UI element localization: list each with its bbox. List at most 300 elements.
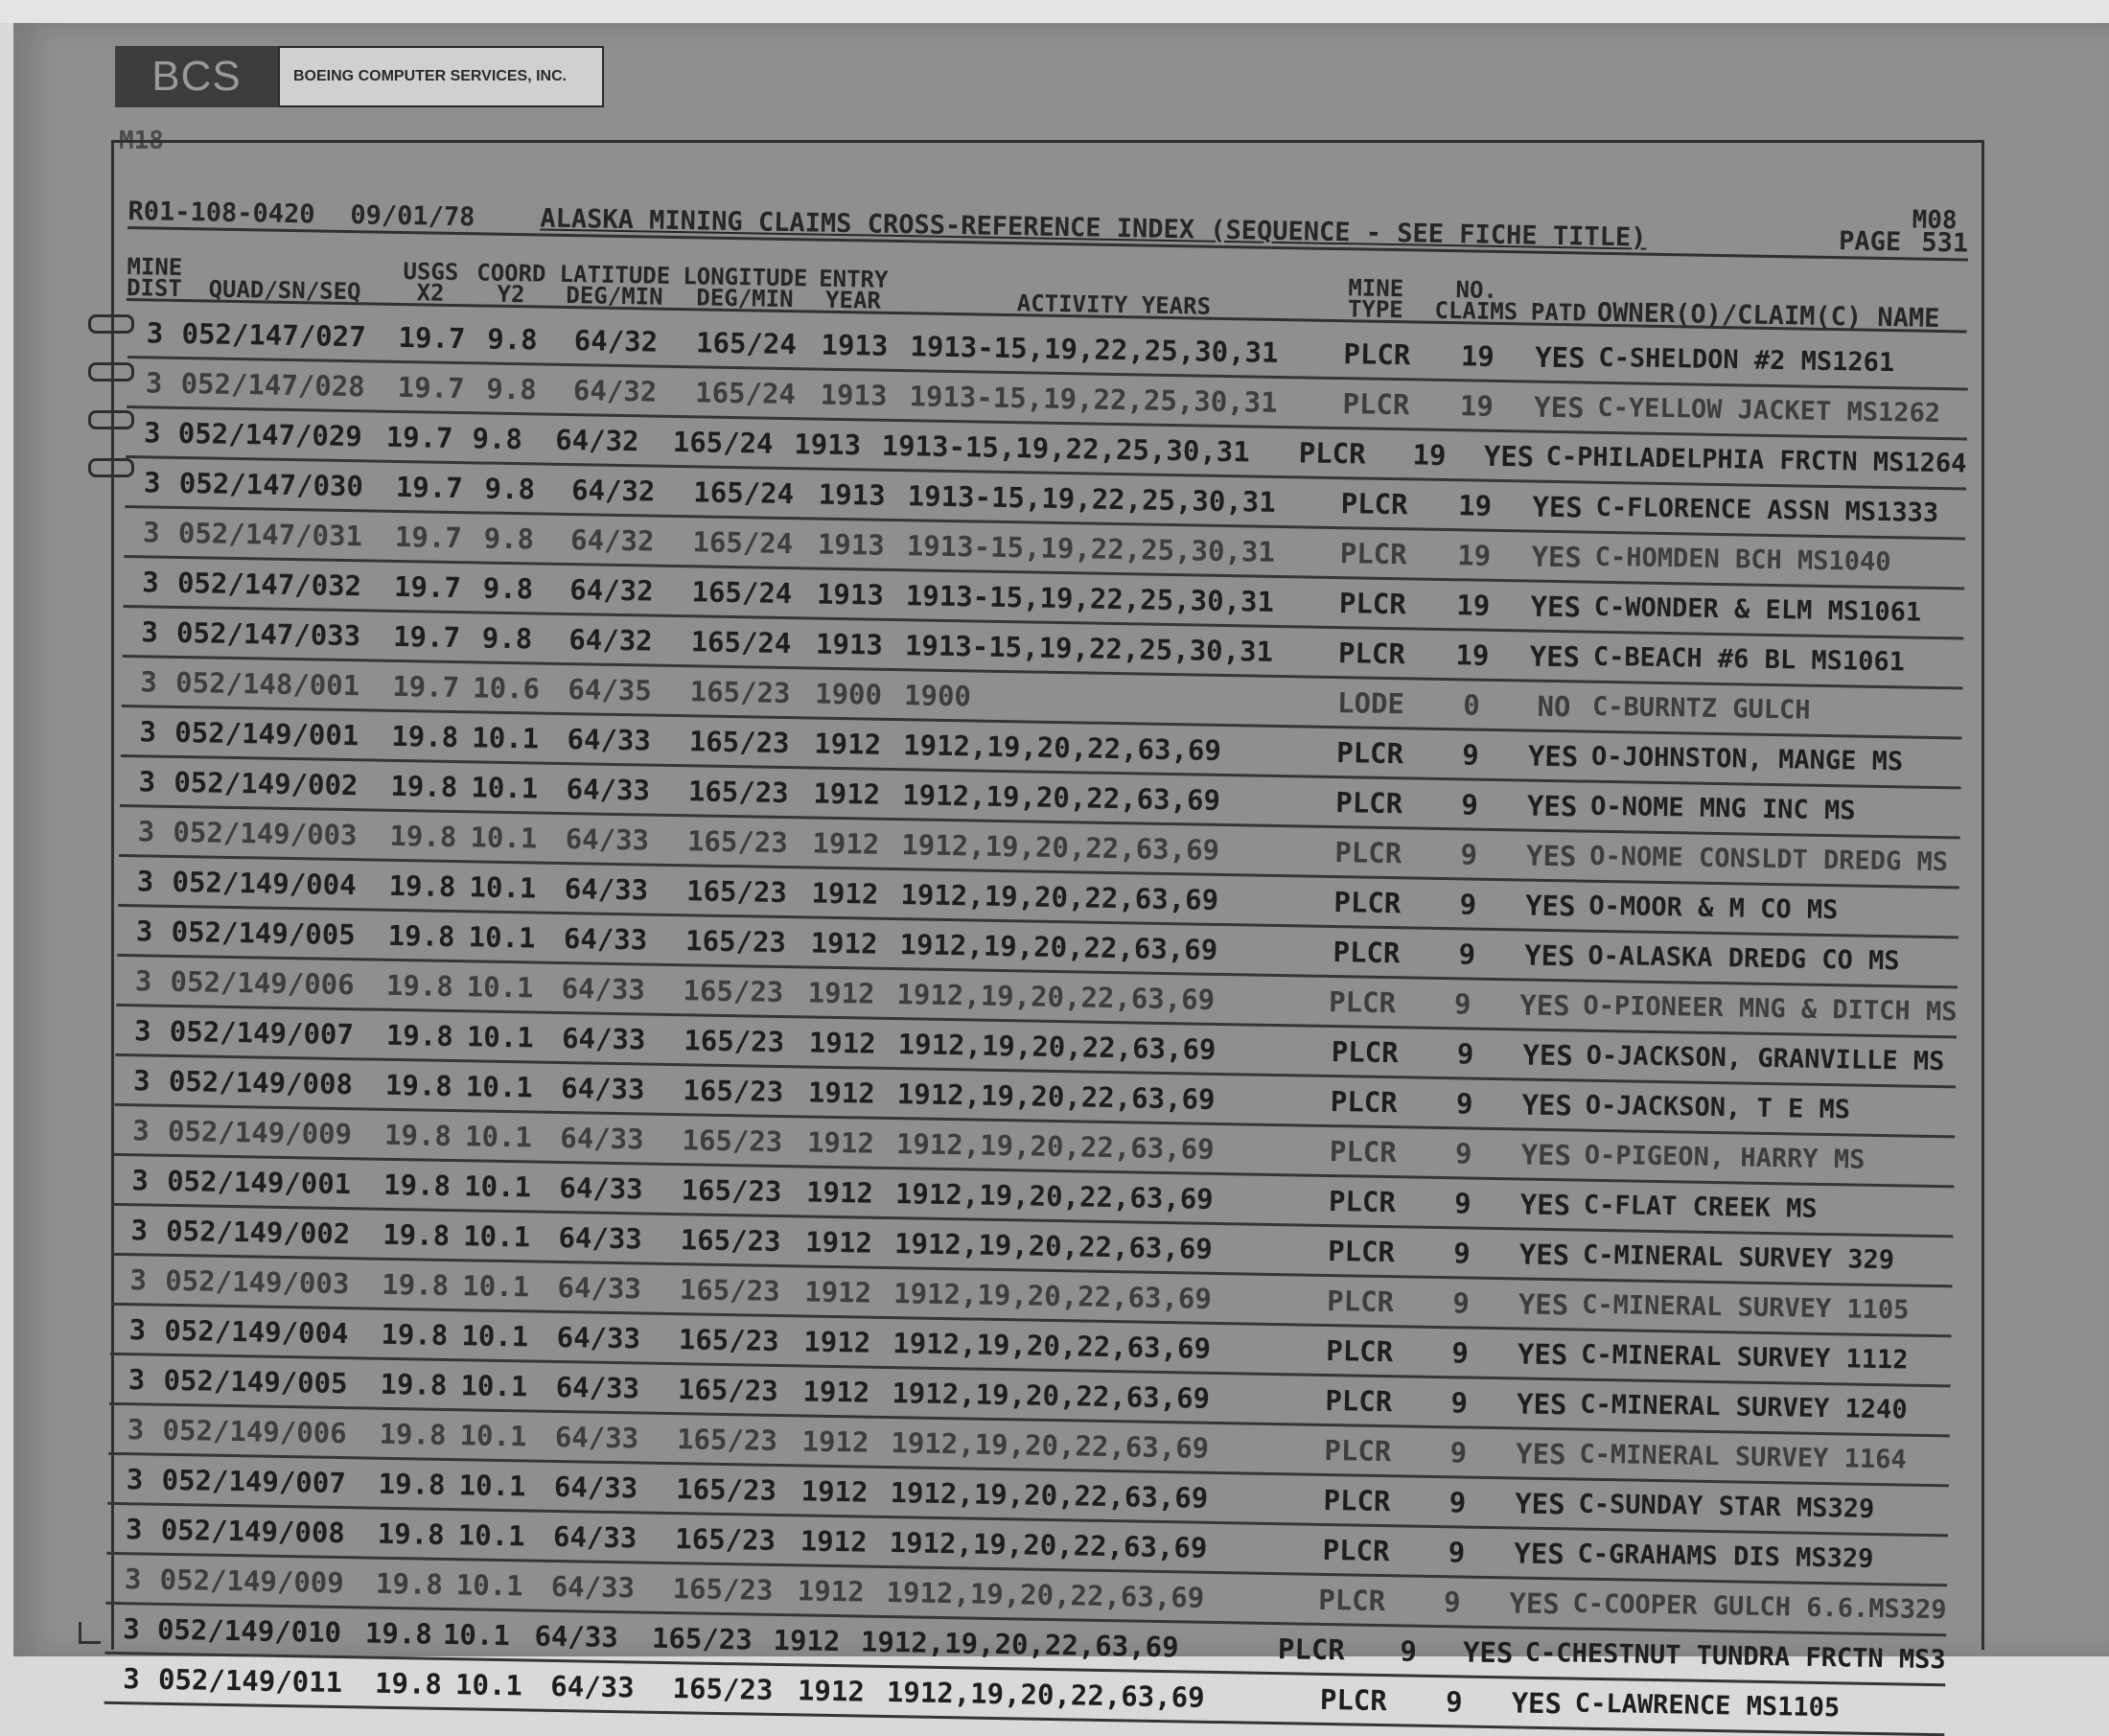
cell-patented: YES [1483,439,1535,474]
cell-latitude: 64/33 [553,1470,638,1504]
cell-patented: YES [1509,1586,1561,1620]
cell-owner-claim-name: C-COOPER GULCH 6.6.MS329 [1572,1588,1947,1626]
cell-mine-type: PLCR [1335,735,1404,770]
cell-patented: YES [1527,739,1579,773]
cell-quad: 052/149/001 [174,715,359,752]
page-label: PAGE [1838,226,1902,258]
cell-usgs-x: 19.7 [395,470,464,504]
cell-activity-years: 1913-15,19,22,25,30,31 [906,528,1276,568]
cell-no-claims: 9 [1448,1485,1467,1519]
cell-patented: YES [1532,490,1584,524]
cell-usgs-x: 19.8 [382,1267,450,1302]
cell-no-claims: 19 [1459,388,1495,423]
cell-entry-year: 1900 [814,677,883,711]
cell-patented: YES [1522,1038,1574,1072]
cell-coord-y: 10.1 [466,969,534,1004]
scan-border [0,0,2109,23]
cell-latitude: 64/33 [566,772,651,807]
cell-mine-dist: 3 [142,515,160,549]
cell-latitude: 64/33 [565,822,650,857]
cell-patented: YES [1525,839,1577,872]
cell-coord-y: 10.1 [466,1019,535,1053]
cell-entry-year: 1912 [812,826,880,861]
frame-code: M18 [119,127,164,155]
cell-latitude: 64/33 [550,1669,635,1703]
cell-quad: 052/147/027 [181,316,366,353]
cell-quad: 052/149/010 [156,1612,342,1649]
cell-owner-claim-name: O-PIONEER MNG & DITCH MS [1583,990,1958,1028]
cell-mine-type: PLCR [1323,1483,1391,1517]
cell-quad: 052/149/006 [162,1413,347,1449]
col-coord-y: COORD Y2 [476,259,546,309]
cell-longitude: 165/23 [685,873,788,909]
report-date: 09/01/78 [350,200,475,233]
cell-mine-type: PLCR [1343,336,1411,371]
cell-mine-type: PLCR [1277,1632,1346,1666]
cell-longitude: 165/23 [682,1123,783,1158]
cell-owner-claim-name: O-ALASKA DREDG CO MS [1588,940,1900,977]
cell-owner-claim-name: C-MINERAL SURVEY 329 [1582,1239,1895,1276]
cell-mine-type: PLCR [1317,1583,1386,1617]
cell-owner-claim-name: C-CHESTNUT TUNDRA FRCTN MS3 [1524,1637,1946,1676]
cell-mine-dist: 3 [132,1063,151,1098]
cell-activity-years: 1913-15,19,22,25,30,31 [907,478,1277,519]
cell-mine-dist: 3 [130,1213,149,1246]
cell-longitude: 165/23 [689,674,791,709]
cell-patented: YES [1521,1087,1573,1122]
cell-mine-dist: 3 [136,864,154,898]
cell-patented: YES [1515,1436,1566,1470]
col-latitude: LATITUDE DEG/MIN [559,260,671,311]
cell-longitude: 165/23 [683,1073,784,1108]
cell-quad: 052/149/008 [168,1064,354,1100]
cell-owner-claim-name: O-JACKSON, GRANVILLE MS [1586,1040,1945,1077]
cell-coord-y: 10.1 [455,1567,523,1602]
cell-patented: YES [1517,1336,1568,1371]
cell-coord-y: 10.1 [460,1368,528,1402]
cell-coord-y: 10.1 [462,1268,530,1303]
col-longitude: LONGITUDE DEG/MIN [683,263,808,313]
cell-mine-type: PLCR [1326,1333,1394,1368]
col-owner-claim-name: OWNER(O)/CLAIM(C) NAME [1596,297,1940,334]
cell-latitude: 64/32 [573,323,659,359]
cell-coord-y: 10.1 [470,820,538,855]
cell-entry-year: 1913 [821,328,889,362]
cell-entry-year: 1913 [818,477,886,512]
cell-mine-dist: 3 [122,1611,141,1645]
cell-no-claims: 9 [1459,887,1477,921]
cell-usgs-x: 19.8 [391,719,459,753]
cell-usgs-x: 19.7 [397,370,465,405]
cell-mine-dist: 3 [131,1163,150,1197]
cell-no-claims: 9 [1460,837,1478,871]
cell-latitude: 64/33 [561,1021,646,1056]
col-mine-type: MINE TYPE [1347,274,1404,324]
report-title: ALASKA MINING CLAIMS CROSS-REFERENCE INDEX (SEQUENCE - SEE FICHE TITLE) [540,203,1647,253]
cell-latitude: 64/33 [564,871,649,907]
cell-longitude: 165/24 [693,475,795,510]
cell-owner-claim-name: O-NOME MNG INC MS [1589,791,1856,826]
cell-no-claims: 19 [1455,637,1490,672]
cell-longitude: 165/23 [678,1322,779,1357]
cell-no-claims: 9 [1445,1684,1463,1719]
cell-activity-years: 1913-15,19,22,25,30,31 [910,329,1279,369]
cell-activity-years: 1912,19,20,22,63,69 [860,1625,1179,1663]
cell-no-claims: 9 [1400,1633,1418,1668]
cell-owner-claim-name: O-NOME CONSLDT DREDG MS [1588,841,1949,878]
cell-usgs-x: 19.7 [391,669,460,704]
cell-coord-y: 10.1 [468,919,536,955]
cell-quad: 052/149/002 [165,1214,351,1250]
cell-usgs-x: 19.8 [387,918,455,953]
cell-owner-claim-name: C-MINERAL SURVEY 1105 [1581,1289,1910,1326]
cell-quad: 052/147/029 [177,416,363,452]
col-entry-year: ENTRY YEAR [818,265,889,314]
cell-coord-y: 10.1 [472,720,540,755]
col-patented: PATD [1530,298,1587,327]
cell-latitude: 64/33 [550,1569,636,1604]
cell-owner-claim-name: C-WONDER & ELM MS1061 [1593,591,1922,628]
cell-owner-claim-name: O-JACKSON, T E MS [1585,1090,1851,1125]
cell-mine-dist: 3 [127,1412,145,1446]
cell-entry-year: 1913 [815,627,884,661]
cell-activity-years: 1912,19,20,22,63,69 [896,1076,1216,1116]
cell-quad: 052/149/009 [167,1114,353,1150]
cell-no-claims: 9 [1448,1535,1466,1569]
cell-patented: YES [1524,889,1576,922]
cell-usgs-x: 19.8 [383,1118,452,1152]
cell-quad: 052/149/004 [164,1313,349,1350]
cell-activity-years: 1912,19,20,22,63,69 [892,1376,1211,1415]
cell-usgs-x: 19.8 [382,1168,452,1202]
cell-coord-y: 10.1 [442,1617,511,1652]
cell-no-claims: 9 [1443,1585,1461,1618]
cell-mine-type: PLCR [1322,1533,1390,1567]
cell-mine-dist: 3 [127,1362,146,1396]
cell-usgs-x: 19.7 [398,320,466,355]
cell-usgs-x: 19.7 [392,619,461,654]
cell-coord-y: 10.1 [459,1418,527,1452]
cell-coord-y: 9.8 [486,372,538,405]
cell-usgs-x: 19.8 [375,1566,444,1601]
cell-longitude: 165/24 [672,425,774,460]
cell-activity-years: 1912,19,20,22,63,69 [893,1226,1214,1265]
cell-owner-claim-name: C-YELLOW JACKET MS1262 [1597,392,1941,428]
cell-patented: YES [1533,390,1585,425]
cell-mine-type: LODE [1336,685,1405,720]
cell-activity-years: 1913-15,19,22,25,30,31 [904,628,1274,668]
report-code: M08 [1912,205,1958,236]
cell-mine-type: PLCR [1331,1034,1399,1069]
cell-mine-type: PLCR [1338,586,1407,620]
cell-activity-years: 1912,19,20,22,63,69 [895,1126,1215,1166]
cell-entry-year: 1912 [803,1324,871,1359]
cell-entry-year: 1913 [794,427,862,461]
cell-latitude: 64/33 [560,1071,645,1106]
cell-quad: 052/149/002 [174,765,359,801]
cell-latitude: 64/33 [560,1121,644,1156]
cell-activity-years: 1913-15,19,22,25,30,31 [905,578,1275,618]
cell-activity-years: 1913-15,19,22,25,30,31 [909,379,1278,419]
cell-patented: YES [1534,340,1586,375]
cell-no-claims: 9 [1461,787,1479,822]
cell-activity-years: 1912,19,20,22,63,69 [894,1176,1215,1215]
cell-activity-years: 1912,19,20,22,63,69 [892,1276,1213,1315]
cell-longitude: 165/23 [688,724,790,759]
cell-no-claims: 19 [1457,488,1493,522]
cell-mine-dist: 3 [135,914,153,948]
cell-no-claims: 9 [1454,1136,1472,1170]
cell-mine-type: PLCR [1326,1284,1395,1318]
cell-longitude: 165/23 [651,1621,753,1656]
cell-no-claims: 9 [1452,1236,1472,1270]
cell-longitude: 165/23 [680,1222,781,1258]
crop-mark [79,1622,101,1644]
cell-mine-type: PLCR [1327,1234,1396,1268]
cell-quad: 052/149/007 [161,1463,347,1499]
cell-quad: 052/149/003 [165,1263,350,1300]
cell-entry-year: 1912 [797,1673,866,1708]
cell-coord-y: 10.1 [454,1667,523,1701]
cell-entry-year: 1912 [802,1374,870,1409]
cell-activity-years: 1912,19,20,22,63,69 [899,927,1218,966]
cell-owner-claim-name: C-HOMDEN BCH MS1040 [1594,542,1891,578]
cell-owner-claim-name: C-BEACH #6 BL MS1061 [1592,641,1906,678]
cell-patented: YES [1518,1237,1570,1271]
cell-mine-dist: 3 [139,714,157,749]
cell-no-claims: 19 [1456,588,1491,622]
cell-usgs-x: 19.8 [388,868,456,903]
cell-mine-type: PLCR [1340,486,1408,521]
cell-patented: NO [1537,689,1571,723]
cell-mine-dist: 3 [134,963,152,998]
cell-owner-claim-name: C-FLAT CREEK MS [1583,1190,1818,1224]
cell-mine-type: PLCR [1334,835,1402,869]
cell-longitude: 165/24 [692,524,794,560]
col-activity-years: ACTIVITY YEARS [1016,289,1212,320]
col-mine-dist: MINE DIST [126,252,183,302]
logo-mark: BCS [115,46,278,107]
cell-entry-year: 1912 [806,1124,875,1160]
cell-coord-y: 10.1 [457,1517,525,1552]
cell-quad: 052/147/031 [177,516,363,552]
cell-longitude: 165/24 [690,624,792,660]
cell-mine-type: PLCR [1337,636,1406,670]
cell-coord-y: 10.6 [472,670,541,706]
cell-entry-year: 1912 [805,1174,874,1210]
cell-usgs-x: 19.8 [377,1516,445,1551]
cell-activity-years: 1912,19,20,22,63,69 [902,728,1222,767]
cell-quad: 052/149/005 [163,1363,348,1400]
cell-activity-years: 1912,19,20,22,63,69 [901,827,1220,867]
cell-no-claims: 9 [1455,1086,1473,1121]
cell-entry-year: 1913 [816,577,885,612]
cell-patented: YES [1511,1685,1563,1720]
cell-mine-dist: 3 [125,1512,143,1545]
cell-entry-year: 1912 [810,926,878,961]
cell-latitude: 64/33 [563,921,648,957]
cell-usgs-x: 19.8 [384,1068,453,1102]
cell-quad: 052/147/032 [176,566,362,602]
cell-longitude: 165/23 [681,1172,782,1208]
cell-longitude: 165/23 [675,1471,777,1507]
cell-mine-type: PLCR [1329,1134,1398,1169]
cell-mine-dist: 3 [143,465,161,499]
cell-patented: YES [1520,1137,1572,1171]
cell-mine-dist: 3 [143,415,161,450]
cell-mine-type: PLCR [1333,885,1402,919]
cell-longitude: 165/23 [683,973,784,1008]
cell-coord-y: 10.1 [465,1069,534,1103]
cell-activity-years: 1913-15,19,22,25,30,31 [881,428,1251,468]
col-no-claims: NO. CLAIMS [1434,276,1518,326]
cell-activity-years: 1912,19,20,22,63,69 [897,1027,1217,1066]
cell-owner-claim-name: C-MINERAL SURVEY 1112 [1580,1339,1909,1376]
cell-mine-type: PLCR [1334,785,1403,820]
cell-patented: YES [1526,789,1578,822]
cell-owner-claim-name: C-BURNTZ GULCH [1591,691,1811,726]
cell-mine-type: PLCR [1328,1184,1397,1218]
cell-entry-year: 1912 [804,1224,873,1260]
cell-latitude: 64/33 [555,1370,640,1404]
cell-longitude: 165/24 [691,574,793,610]
claims-table-body [104,309,1969,1736]
cell-entry-year: 1912 [804,1274,872,1309]
cell-longitude: 165/23 [677,1372,779,1407]
cell-coord-y: 10.1 [462,1218,531,1253]
cell-mine-dist: 3 [140,664,158,699]
cell-coord-y: 10.1 [469,869,537,905]
cell-mine-type: PLCR [1339,536,1407,570]
cell-latitude: 64/33 [567,722,652,757]
cell-mine-type: PLCR [1298,435,1366,471]
cell-activity-years: 1912,19,20,22,63,69 [889,1525,1208,1564]
cell-no-claims: 9 [1458,937,1476,971]
cell-latitude: 64/32 [570,473,656,508]
cell-entry-year: 1913 [817,527,886,562]
company-logo [115,46,604,107]
cell-activity-years: 1912,19,20,22,63,69 [886,1675,1205,1714]
cell-patented: YES [1514,1536,1565,1570]
cell-usgs-x: 19.8 [380,1367,448,1401]
cell-latitude: 64/32 [569,572,654,608]
cell-longitude: 165/23 [684,923,787,959]
cell-patented: YES [1519,987,1570,1022]
cell-no-claims: 9 [1449,1435,1468,1470]
cell-usgs-x: 19.8 [390,769,458,803]
cell-quad: 052/149/006 [170,964,355,1001]
cell-mine-dist: 3 [137,814,155,848]
cell-entry-year: 1912 [808,1026,876,1060]
cell-longitude: 165/23 [675,1521,776,1557]
cell-mine-type: PLCR [1325,1383,1393,1418]
cell-coord-y: 10.1 [464,1119,533,1153]
cell-quad: 052/149/011 [157,1662,343,1699]
cell-latitude: 64/33 [559,1170,644,1206]
cell-mine-dist: 3 [146,315,164,350]
cell-longitude: 165/23 [676,1422,778,1457]
report-id: R01-108-0420 [127,196,315,230]
cell-no-claims: 19 [1456,538,1492,572]
cell-entry-year: 1912 [797,1573,865,1609]
cell-coord-y: 9.8 [487,322,538,356]
cell-mine-dist: 3 [129,1262,148,1296]
cell-patented: YES [1530,590,1582,623]
cell-latitude: 64/35 [568,672,653,707]
cell-quad: 052/149/001 [166,1164,352,1200]
col-quad: QUAD/SN/SEQ [208,275,361,306]
cell-mine-type: PLCR [1319,1682,1388,1717]
cell-usgs-x: 19.8 [379,1417,447,1451]
page-number: 531 [1921,227,1969,259]
cell-no-claims: 9 [1462,737,1480,772]
cell-entry-year: 1912 [813,776,881,811]
cell-entry-year: 1912 [801,1424,869,1459]
cell-entry-year: 1912 [813,727,882,761]
cell-usgs-x: 19.8 [378,1467,446,1501]
cell-activity-years: 1912,19,20,22,63,69 [896,977,1216,1016]
cell-usgs-x: 19.8 [374,1666,443,1701]
cell-coord-y: 10.1 [458,1468,526,1502]
cell-quad: 052/149/004 [172,865,357,901]
cell-quad: 052/149/009 [159,1562,345,1599]
cell-latitude: 64/32 [568,622,653,658]
cell-owner-claim-name: C-PHILADELPHIA FRCTN MS1264 [1545,441,1967,479]
cell-owner-claim-name: C-SHELDON #2 MS1261 [1598,342,1895,379]
cell-latitude: 64/33 [561,971,646,1007]
cell-no-claims: 9 [1453,986,1472,1021]
cell-mine-dist: 3 [145,365,163,400]
cell-mine-dist: 3 [132,1113,151,1147]
cell-no-claims: 9 [1456,1036,1474,1071]
col-usgs-x: USGS X2 [403,258,459,307]
cell-no-claims: 19 [1460,338,1495,373]
cell-latitude: 64/32 [554,423,639,457]
cell-usgs-x: 19.7 [385,420,453,454]
cell-mine-type: PLCR [1328,984,1397,1019]
cell-entry-year: 1912 [800,1523,868,1559]
cell-latitude: 64/33 [534,1619,619,1654]
cell-quad: 052/147/030 [178,466,364,502]
cell-activity-years: 1912,19,20,22,63,69 [900,877,1219,916]
cell-activity-years: 1912,19,20,22,63,69 [891,1425,1210,1465]
cell-owner-claim-name: C-MINERAL SURVEY 1164 [1579,1439,1907,1475]
cell-latitude: 64/32 [569,522,655,558]
cell-owner-claim-name: C-LAWRENCE MS1105 [1574,1688,1841,1724]
cell-latitude: 64/33 [558,1220,643,1255]
cell-usgs-x: 19.8 [364,1616,433,1651]
cell-mine-dist: 3 [142,565,160,599]
cell-patented: YES [1531,540,1583,573]
cell-quad: 052/149/005 [171,914,357,951]
cell-quad: 052/149/008 [160,1513,346,1549]
cell-no-claims: 19 [1412,437,1447,472]
cell-longitude: 165/23 [684,1023,785,1058]
cell-coord-y: 10.1 [463,1169,532,1203]
cell-no-claims: 9 [1450,1385,1469,1420]
cell-coord-y: 10.1 [461,1318,529,1353]
cell-activity-years: 1900 [903,678,972,712]
cell-owner-claim-name: O-JOHNSTON, MANGE MS [1590,741,1904,777]
cell-no-claims: 0 [1462,687,1481,722]
cell-latitude: 64/32 [572,373,658,408]
cell-activity-years: 1912,19,20,22,63,69 [901,777,1221,817]
cell-quad: 052/149/007 [169,1014,355,1051]
cell-entry-year: 1912 [800,1473,869,1509]
cell-patented: YES [1516,1386,1567,1421]
cell-owner-claim-name: O-MOOR & M CO MS [1588,891,1839,926]
cell-longitude: 165/23 [679,1272,780,1308]
